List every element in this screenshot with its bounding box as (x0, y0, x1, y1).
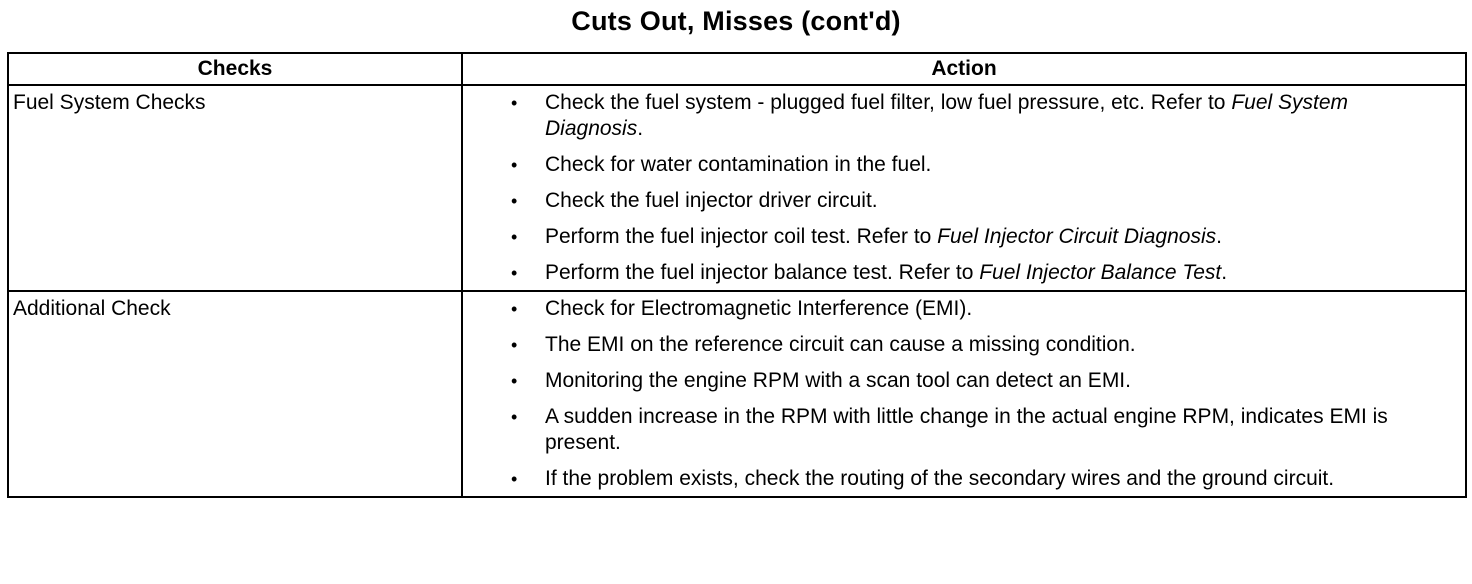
action-item (511, 260, 1451, 286)
check-cell: Fuel System Checks (8, 85, 462, 291)
action-text: Check for Electromagnetic Interference (EMI). (545, 297, 973, 320)
action-cell (462, 85, 1466, 291)
action-list (511, 90, 1451, 286)
column-header-action: Action (462, 53, 1466, 85)
diagnostic-table (7, 52, 1467, 498)
action-text: Monitoring the engine RPM with a scan tool can detect an EMI. (545, 369, 1131, 392)
action-text: The EMI on the reference circuit can cause a missing condition. (545, 333, 1136, 356)
reference-link-text: Fuel System Diagnosis (545, 91, 1349, 140)
bullet-icon: • (511, 227, 518, 247)
action-item (511, 404, 1451, 456)
action-item (511, 90, 1451, 142)
action-item (511, 188, 1451, 214)
action-item (511, 332, 1451, 358)
bullet-icon: • (511, 335, 518, 355)
action-item (511, 224, 1451, 250)
action-item (511, 368, 1451, 394)
reference-link-text: Fuel Injector Circuit Diagnosis (937, 225, 1217, 248)
action-suffix: . (1216, 225, 1222, 248)
action-text: Check the fuel system - plugged fuel filter, low fuel pressure, etc. Refer to (545, 91, 1232, 114)
action-list (511, 296, 1451, 492)
reference-link-text: Fuel Injector Balance Test (979, 261, 1222, 284)
bullet-icon: • (511, 191, 518, 211)
bullet-icon: • (511, 263, 518, 283)
action-item (511, 466, 1451, 492)
action-text: Check the fuel injector driver circuit. (545, 189, 878, 212)
action-text: If the problem exists, check the routing of the secondary wires and the ground circuit. (545, 467, 1335, 490)
bullet-icon: • (511, 407, 518, 427)
table-row (8, 85, 1466, 291)
bullet-icon: • (511, 469, 518, 489)
bullet-icon: • (511, 299, 518, 319)
action-text: Perform the fuel injector coil test. Refer to (545, 225, 938, 248)
table-header-row (8, 53, 1466, 85)
action-text: A sudden increase in the RPM with little change in the actual engine RPM, indicates EMI is present. (545, 405, 1388, 454)
action-suffix: . (1221, 261, 1228, 284)
action-text: Check for water contamination in the fuel. (545, 153, 932, 176)
bullet-icon: • (511, 155, 518, 175)
check-cell: Additional Check (8, 291, 462, 497)
bullet-icon: • (511, 371, 518, 391)
action-item (511, 296, 1451, 322)
action-text: Perform the fuel injector balance test. Refer to (545, 261, 980, 284)
action-suffix: . (637, 117, 644, 140)
table-row (8, 291, 1466, 497)
action-cell (462, 291, 1466, 497)
action-item (511, 152, 1451, 178)
bullet-icon: • (511, 93, 518, 113)
column-header-checks: Checks (8, 53, 462, 85)
page-title: Cuts Out, Misses (cont'd) (571, 6, 901, 36)
